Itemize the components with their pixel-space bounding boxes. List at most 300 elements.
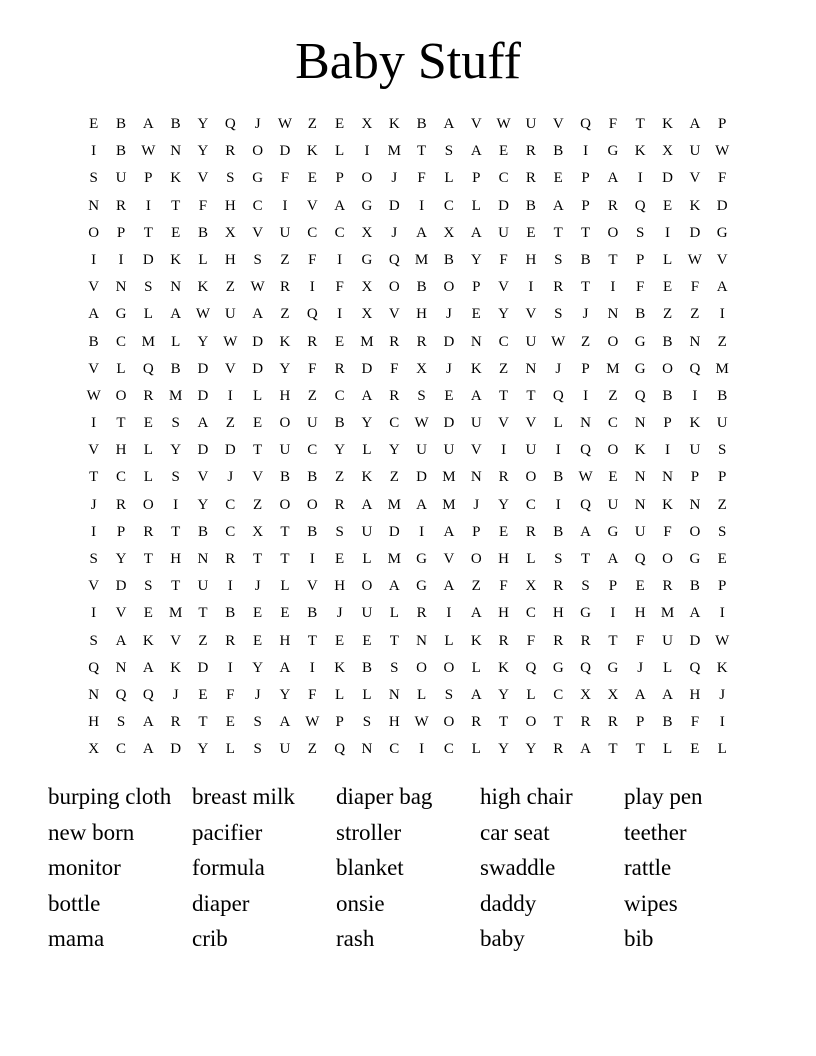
grid-letter[interactable]: H <box>88 714 100 731</box>
grid-letter[interactable]: I <box>91 143 97 160</box>
grid-letter[interactable]: V <box>716 251 728 268</box>
grid-letter[interactable]: Q <box>334 741 346 758</box>
grid-letter[interactable]: X <box>443 224 455 241</box>
grid-letter[interactable]: S <box>362 714 372 731</box>
grid-letter[interactable]: A <box>334 197 346 214</box>
grid-letter[interactable]: C <box>525 496 536 513</box>
grid-letter[interactable]: I <box>337 306 343 323</box>
grid-letter[interactable]: R <box>607 197 618 214</box>
grid-letter[interactable]: F <box>499 578 508 595</box>
grid-letter[interactable]: D <box>689 632 701 649</box>
grid-letter[interactable]: Q <box>634 387 646 404</box>
grid-letter[interactable]: O <box>607 224 619 241</box>
grid-letter[interactable]: R <box>553 279 564 296</box>
grid-letter[interactable]: Z <box>198 632 208 649</box>
grid-letter[interactable]: W <box>715 632 730 649</box>
grid-letter[interactable]: O <box>662 360 673 377</box>
grid-letter[interactable]: P <box>472 279 481 296</box>
grid-letter[interactable]: G <box>607 659 619 676</box>
grid-letter[interactable]: P <box>718 578 727 595</box>
grid-letter[interactable]: A <box>416 224 428 241</box>
grid-letter[interactable]: R <box>279 279 290 296</box>
grid-letter[interactable]: R <box>115 496 126 513</box>
grid-letter[interactable]: Q <box>580 496 591 513</box>
grid-letter[interactable]: W <box>195 306 211 323</box>
grid-letter[interactable]: B <box>635 306 646 323</box>
grid-letter[interactable]: R <box>307 333 318 350</box>
grid-letter[interactable]: Q <box>689 659 701 676</box>
grid-letter[interactable]: L <box>471 741 481 758</box>
grid-letter[interactable]: B <box>553 469 564 486</box>
grid-letter[interactable]: G <box>634 360 646 377</box>
grid-letter[interactable]: S <box>417 387 426 404</box>
grid-letter[interactable]: T <box>580 224 591 241</box>
grid-letter[interactable]: C <box>225 496 236 513</box>
grid-letter[interactable]: Y <box>498 686 509 703</box>
grid-letter[interactable]: T <box>280 551 290 567</box>
grid-letter[interactable]: K <box>170 659 182 676</box>
grid-letter[interactable]: F <box>636 632 645 649</box>
grid-letter[interactable]: W <box>250 279 265 296</box>
grid-letter[interactable]: B <box>416 116 427 132</box>
grid-letter[interactable]: O <box>388 279 400 296</box>
grid-letter[interactable]: S <box>144 279 153 296</box>
grid-letter[interactable]: E <box>662 279 673 296</box>
grid-letter[interactable]: E <box>335 632 345 649</box>
grid-letter[interactable]: X <box>361 116 373 132</box>
grid-letter[interactable]: E <box>608 469 618 486</box>
grid-letter[interactable]: G <box>416 551 428 567</box>
grid-letter[interactable]: K <box>170 170 182 187</box>
grid-letter[interactable]: M <box>606 360 620 377</box>
grid-letter[interactable]: M <box>442 469 456 486</box>
grid-letter[interactable]: K <box>662 116 673 132</box>
grid-letter[interactable]: D <box>388 523 400 540</box>
grid-letter[interactable]: O <box>115 387 127 404</box>
grid-letter[interactable]: L <box>662 659 673 676</box>
grid-letter[interactable]: W <box>86 387 101 404</box>
grid-letter[interactable]: E <box>362 632 372 649</box>
grid-letter[interactable]: I <box>555 496 561 513</box>
grid-letter[interactable]: K <box>689 197 701 214</box>
grid-letter[interactable]: W <box>223 333 238 350</box>
grid-letter[interactable]: H <box>224 197 236 214</box>
grid-letter[interactable]: O <box>443 659 455 676</box>
grid-letter[interactable]: W <box>578 469 593 486</box>
grid-letter[interactable]: D <box>662 170 673 187</box>
grid-letter[interactable]: H <box>498 551 509 567</box>
grid-letter[interactable]: T <box>198 714 208 731</box>
grid-letter[interactable]: F <box>308 251 317 268</box>
grid-letter[interactable]: E <box>225 714 235 731</box>
grid-letter[interactable]: V <box>115 605 127 622</box>
grid-letter[interactable]: I <box>227 387 233 404</box>
grid-letter[interactable]: I <box>309 551 315 567</box>
grid-letter[interactable]: A <box>716 279 728 296</box>
grid-letter[interactable]: O <box>443 714 455 731</box>
grid-letter[interactable]: L <box>662 251 673 268</box>
grid-letter[interactable]: C <box>307 224 318 241</box>
grid-letter[interactable]: D <box>252 360 264 377</box>
grid-letter[interactable]: F <box>417 170 426 187</box>
grid-letter[interactable]: A <box>142 116 154 132</box>
grid-letter[interactable]: A <box>88 306 100 323</box>
grid-letter[interactable]: R <box>607 714 618 731</box>
grid-letter[interactable]: P <box>663 415 672 432</box>
grid-letter[interactable]: A <box>470 686 482 703</box>
grid-letter[interactable]: E <box>198 686 208 703</box>
grid-letter[interactable]: E <box>662 197 673 214</box>
grid-letter[interactable]: L <box>662 741 673 758</box>
grid-letter[interactable]: T <box>253 442 263 459</box>
grid-letter[interactable]: I <box>419 741 425 758</box>
grid-letter[interactable]: Z <box>580 333 591 350</box>
grid-letter[interactable]: B <box>115 143 126 160</box>
grid-letter[interactable]: B <box>553 523 564 540</box>
grid-letter[interactable]: F <box>690 279 700 296</box>
grid-letter[interactable]: A <box>170 306 182 323</box>
grid-letter[interactable]: U <box>689 442 701 459</box>
grid-letter[interactable]: E <box>307 170 317 187</box>
grid-letter[interactable]: E <box>253 632 263 649</box>
grid-letter[interactable]: X <box>361 224 373 241</box>
grid-letter[interactable]: A <box>142 659 154 676</box>
grid-letter[interactable]: V <box>252 224 264 241</box>
grid-letter[interactable]: K <box>689 415 701 432</box>
grid-letter[interactable]: J <box>254 578 261 595</box>
grid-letter[interactable]: C <box>115 333 126 350</box>
grid-letter[interactable]: J <box>446 360 452 377</box>
grid-letter[interactable]: Y <box>279 686 291 703</box>
grid-letter[interactable]: P <box>718 469 727 486</box>
grid-letter[interactable]: J <box>336 605 343 622</box>
grid-letter[interactable]: R <box>525 523 536 540</box>
grid-letter[interactable]: W <box>141 143 156 160</box>
grid-letter[interactable]: H <box>115 442 127 459</box>
grid-letter[interactable]: V <box>88 578 100 595</box>
grid-letter[interactable]: W <box>687 251 702 268</box>
grid-letter[interactable]: U <box>634 523 646 540</box>
grid-letter[interactable]: H <box>416 306 428 323</box>
grid-letter[interactable]: V <box>388 306 400 323</box>
grid-letter[interactable]: J <box>391 224 398 241</box>
grid-letter[interactable]: A <box>142 714 154 731</box>
grid-letter[interactable]: C <box>553 686 564 703</box>
grid-letter[interactable]: O <box>607 333 619 350</box>
grid-letter[interactable]: E <box>444 387 454 404</box>
grid-letter[interactable]: I <box>227 659 233 676</box>
grid-letter[interactable]: U <box>279 741 291 758</box>
grid-letter[interactable]: X <box>361 279 373 296</box>
grid-letter[interactable]: T <box>171 197 181 214</box>
grid-letter[interactable]: I <box>692 387 698 404</box>
grid-letter[interactable]: I <box>173 496 179 513</box>
grid-letter[interactable]: C <box>115 469 126 486</box>
grid-letter[interactable]: F <box>198 197 208 214</box>
grid-letter[interactable]: Y <box>498 306 509 323</box>
grid-letter[interactable]: B <box>197 224 208 241</box>
grid-letter[interactable]: T <box>417 143 427 160</box>
grid-letter[interactable]: V <box>498 279 509 296</box>
grid-letter[interactable]: E <box>553 170 563 187</box>
grid-letter[interactable]: Y <box>388 442 400 459</box>
grid-letter[interactable]: K <box>634 143 646 160</box>
grid-letter[interactable]: P <box>472 170 481 187</box>
grid-letter[interactable]: L <box>335 143 345 160</box>
grid-letter[interactable]: I <box>446 605 452 622</box>
grid-letter[interactable]: S <box>89 170 98 187</box>
grid-letter[interactable]: L <box>444 632 454 649</box>
grid-letter[interactable]: H <box>279 387 291 404</box>
grid-letter[interactable]: H <box>498 605 509 622</box>
grid-letter[interactable]: F <box>226 686 235 703</box>
grid-letter[interactable]: B <box>662 387 673 404</box>
grid-letter[interactable]: A <box>662 686 673 703</box>
grid-letter[interactable]: N <box>525 360 537 377</box>
grid-letter[interactable]: R <box>334 360 345 377</box>
grid-letter[interactable]: R <box>580 714 591 731</box>
grid-letter[interactable]: Y <box>361 415 373 432</box>
grid-letter[interactable]: J <box>172 686 179 703</box>
grid-letter[interactable]: H <box>170 551 182 567</box>
grid-letter[interactable]: O <box>361 170 373 187</box>
grid-letter[interactable]: O <box>88 224 100 241</box>
grid-letter[interactable]: R <box>389 333 400 350</box>
grid-letter[interactable]: B <box>170 116 181 132</box>
grid-letter[interactable]: M <box>360 333 374 350</box>
grid-letter[interactable]: V <box>470 116 482 132</box>
grid-letter[interactable]: J <box>555 360 562 377</box>
grid-letter[interactable]: I <box>419 197 425 214</box>
grid-letter[interactable]: A <box>279 659 291 676</box>
grid-letter[interactable]: T <box>253 551 263 567</box>
grid-letter[interactable]: D <box>443 415 455 432</box>
grid-letter[interactable]: H <box>388 714 400 731</box>
grid-letter[interactable]: L <box>389 605 399 622</box>
grid-letter[interactable]: P <box>718 116 727 132</box>
grid-letter[interactable]: L <box>116 360 126 377</box>
grid-letter[interactable]: X <box>525 578 537 595</box>
grid-letter[interactable]: S <box>636 224 645 241</box>
grid-letter[interactable]: K <box>197 279 209 296</box>
grid-letter[interactable]: Y <box>197 143 209 160</box>
grid-letter[interactable]: Q <box>142 360 154 377</box>
grid-letter[interactable]: B <box>307 605 318 622</box>
grid-letter[interactable]: A <box>416 496 428 513</box>
grid-letter[interactable]: N <box>662 469 673 486</box>
grid-letter[interactable]: T <box>198 605 208 622</box>
grid-letter[interactable]: A <box>142 741 154 758</box>
grid-letter[interactable]: L <box>471 659 481 676</box>
grid-letter[interactable]: V <box>197 469 209 486</box>
grid-letter[interactable]: I <box>337 251 343 268</box>
grid-letter[interactable]: R <box>334 496 345 513</box>
grid-letter[interactable]: N <box>88 686 100 703</box>
grid-letter[interactable]: V <box>170 632 182 649</box>
grid-letter[interactable]: L <box>143 469 153 486</box>
grid-letter[interactable]: I <box>719 306 725 323</box>
grid-letter[interactable]: U <box>470 415 482 432</box>
grid-letter[interactable]: J <box>473 496 480 513</box>
grid-letter[interactable]: D <box>361 360 373 377</box>
grid-letter[interactable]: H <box>279 632 291 649</box>
grid-letter[interactable]: I <box>719 714 725 731</box>
grid-letter[interactable]: D <box>498 197 509 214</box>
grid-letter[interactable]: A <box>580 523 591 540</box>
grid-letter[interactable]: A <box>689 116 701 132</box>
grid-letter[interactable]: Y <box>252 659 264 676</box>
grid-letter[interactable]: E <box>526 224 536 241</box>
grid-letter[interactable]: L <box>717 741 727 758</box>
grid-letter[interactable]: I <box>665 442 671 459</box>
grid-letter[interactable]: Q <box>306 306 318 323</box>
grid-letter[interactable]: G <box>607 523 619 540</box>
grid-letter[interactable]: I <box>528 279 534 296</box>
grid-letter[interactable]: P <box>116 523 126 540</box>
grid-letter[interactable]: N <box>634 415 646 432</box>
grid-letter[interactable]: T <box>389 632 399 649</box>
grid-letter[interactable]: Z <box>307 741 317 758</box>
grid-letter[interactable]: D <box>142 251 154 268</box>
grid-letter[interactable]: T <box>635 116 645 132</box>
grid-letter[interactable]: S <box>144 578 153 595</box>
grid-letter[interactable]: G <box>634 333 646 350</box>
grid-letter[interactable]: M <box>387 551 401 567</box>
grid-letter[interactable]: S <box>444 686 454 703</box>
grid-letter[interactable]: E <box>143 415 153 432</box>
grid-letter[interactable]: G <box>580 605 591 622</box>
grid-letter[interactable]: D <box>197 442 209 459</box>
grid-letter[interactable]: R <box>143 523 154 540</box>
grid-letter[interactable]: J <box>254 116 261 132</box>
grid-letter[interactable]: F <box>499 251 508 268</box>
grid-letter[interactable]: B <box>334 415 345 432</box>
grid-letter[interactable]: A <box>279 714 291 731</box>
grid-letter[interactable]: S <box>554 551 563 567</box>
grid-letter[interactable]: G <box>115 306 127 323</box>
grid-letter[interactable]: K <box>498 659 509 676</box>
grid-letter[interactable]: X <box>580 686 591 703</box>
grid-letter[interactable]: N <box>689 496 701 513</box>
grid-letter[interactable]: J <box>391 170 398 187</box>
grid-letter[interactable]: E <box>335 551 345 567</box>
grid-letter[interactable]: A <box>552 197 564 214</box>
grid-letter[interactable]: B <box>307 469 318 486</box>
grid-letter[interactable]: D <box>252 333 264 350</box>
grid-letter[interactable]: D <box>416 469 428 486</box>
grid-letter[interactable]: C <box>115 741 126 758</box>
grid-letter[interactable]: O <box>662 551 673 567</box>
grid-letter[interactable]: F <box>718 170 727 187</box>
grid-letter[interactable]: F <box>636 279 645 296</box>
grid-letter[interactable]: T <box>280 523 290 540</box>
grid-letter[interactable]: I <box>665 224 671 241</box>
grid-letter[interactable]: A <box>470 605 482 622</box>
grid-letter[interactable]: L <box>143 306 153 323</box>
grid-letter[interactable]: T <box>553 714 563 731</box>
grid-letter[interactable]: V <box>552 116 564 132</box>
grid-letter[interactable]: Q <box>634 551 646 567</box>
grid-letter[interactable]: Y <box>197 741 209 758</box>
grid-letter[interactable]: C <box>334 387 345 404</box>
grid-letter[interactable]: S <box>554 306 563 323</box>
grid-letter[interactable]: Z <box>307 387 317 404</box>
grid-letter[interactable]: Q <box>689 360 701 377</box>
grid-letter[interactable]: R <box>525 143 536 160</box>
grid-letter[interactable]: I <box>91 251 97 268</box>
grid-letter[interactable]: C <box>498 333 509 350</box>
grid-letter[interactable]: A <box>443 523 455 540</box>
grid-letter[interactable]: K <box>470 632 482 649</box>
grid-letter[interactable]: S <box>171 469 180 486</box>
grid-letter[interactable]: S <box>253 741 262 758</box>
grid-letter[interactable]: Z <box>717 333 727 350</box>
grid-letter[interactable]: Z <box>717 496 727 513</box>
grid-letter[interactable]: U <box>197 578 209 595</box>
grid-letter[interactable]: U <box>416 442 428 459</box>
grid-letter[interactable]: A <box>470 224 482 241</box>
grid-letter[interactable]: P <box>581 170 590 187</box>
grid-letter[interactable]: R <box>662 578 673 595</box>
grid-letter[interactable]: Z <box>225 279 235 296</box>
grid-letter[interactable]: P <box>608 578 618 595</box>
grid-letter[interactable]: J <box>719 686 726 703</box>
grid-letter[interactable]: E <box>471 306 481 323</box>
grid-letter[interactable]: T <box>116 415 126 432</box>
grid-letter[interactable]: J <box>90 496 97 513</box>
grid-letter[interactable]: K <box>142 632 154 649</box>
grid-letter[interactable]: E <box>280 605 290 622</box>
grid-letter[interactable]: S <box>390 659 399 676</box>
grid-letter[interactable]: B <box>197 523 208 540</box>
grid-letter[interactable]: Z <box>662 306 673 323</box>
grid-letter[interactable]: V <box>306 197 318 214</box>
grid-letter[interactable]: G <box>416 578 428 595</box>
grid-letter[interactable]: D <box>279 143 291 160</box>
grid-letter[interactable]: D <box>388 197 400 214</box>
grid-letter[interactable]: N <box>115 659 127 676</box>
grid-letter[interactable]: Y <box>498 496 509 513</box>
grid-letter[interactable]: R <box>580 632 591 649</box>
grid-letter[interactable]: C <box>607 415 618 432</box>
grid-letter[interactable]: Y <box>197 333 209 350</box>
grid-letter[interactable]: U <box>525 442 537 459</box>
grid-letter[interactable]: X <box>252 523 264 540</box>
grid-letter[interactable]: I <box>309 659 315 676</box>
grid-letter[interactable]: I <box>583 387 589 404</box>
grid-letter[interactable]: T <box>580 279 591 296</box>
grid-letter[interactable]: E <box>89 116 99 132</box>
grid-letter[interactable]: Z <box>499 360 509 377</box>
grid-letter[interactable]: F <box>335 279 344 296</box>
grid-letter[interactable]: B <box>361 659 372 676</box>
grid-letter[interactable]: U <box>306 415 318 432</box>
grid-letter[interactable]: Z <box>253 496 263 513</box>
grid-letter[interactable]: K <box>470 360 482 377</box>
grid-letter[interactable]: O <box>443 279 455 296</box>
grid-letter[interactable]: L <box>335 686 345 703</box>
grid-letter[interactable]: S <box>171 415 180 432</box>
grid-letter[interactable]: D <box>224 442 236 459</box>
grid-letter[interactable]: O <box>279 496 291 513</box>
grid-letter[interactable]: S <box>718 523 727 540</box>
grid-letter[interactable]: D <box>197 659 209 676</box>
grid-letter[interactable]: Y <box>197 496 209 513</box>
grid-letter[interactable]: R <box>416 333 427 350</box>
grid-letter[interactable]: B <box>525 197 536 214</box>
grid-letter[interactable]: K <box>170 251 182 268</box>
grid-letter[interactable]: D <box>716 197 728 214</box>
